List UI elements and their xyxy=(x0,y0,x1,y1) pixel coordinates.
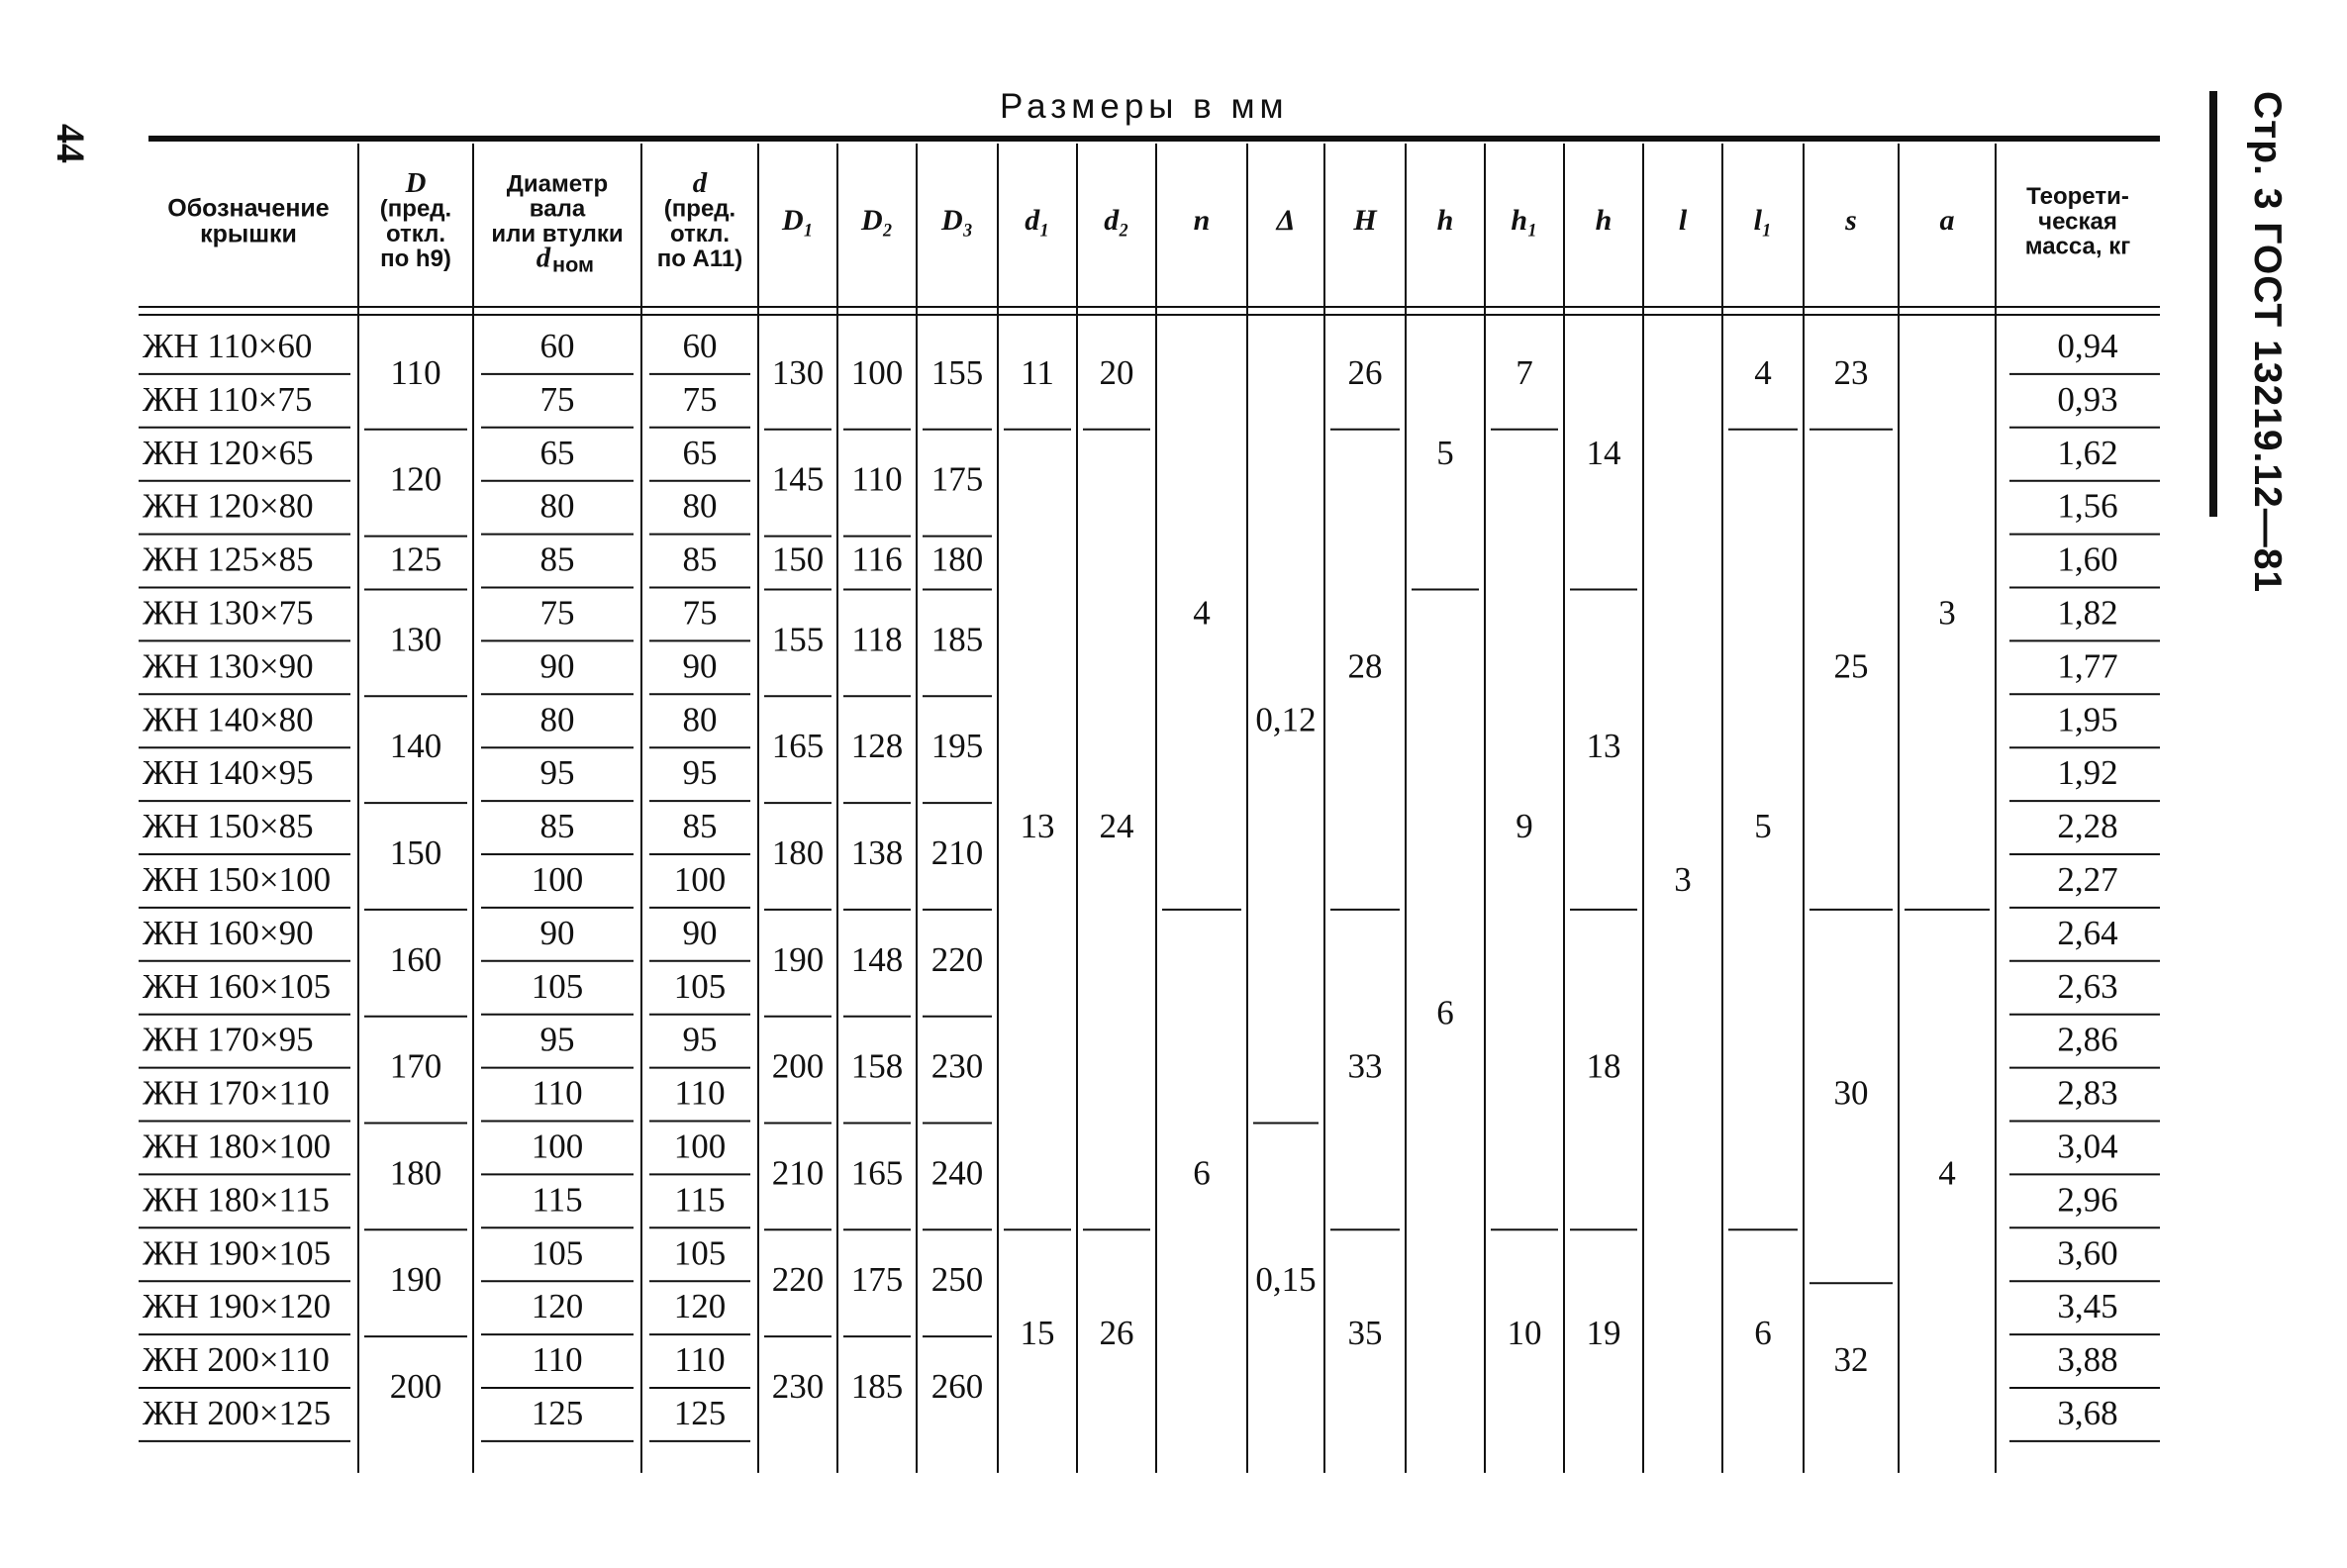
s-value: 23 xyxy=(1833,352,1869,392)
D3-value: 260 xyxy=(930,1367,984,1407)
D-value: 150 xyxy=(389,833,442,873)
table-caption: Размеры в мм xyxy=(1000,87,1289,126)
D-value: 130 xyxy=(389,620,442,659)
d-cell: 105 xyxy=(673,1233,727,1273)
header-d: откл. xyxy=(669,220,731,247)
page-number: 44 xyxy=(49,124,93,163)
shaft-diameter-cell: 60 xyxy=(539,326,575,365)
D2-value: 158 xyxy=(850,1046,904,1086)
mass-cell: 3,45 xyxy=(2057,1287,2118,1326)
mass-cell: 2,96 xyxy=(2057,1180,2118,1220)
shaft-diameter-cell: 120 xyxy=(531,1287,584,1326)
shaft-diameter-cell: 110 xyxy=(532,1340,583,1380)
header-mass: ческая xyxy=(2038,208,2117,236)
header-h: h xyxy=(1436,203,1454,237)
d1-value: 13 xyxy=(1020,807,1055,846)
shaft-diameter-cell: 80 xyxy=(539,486,575,526)
header-mass: Теорети- xyxy=(2026,183,2129,211)
d-cell: 90 xyxy=(682,913,718,952)
shaft-diameter-cell: 80 xyxy=(539,700,575,739)
D1-value: 230 xyxy=(771,1367,825,1407)
d-cell: 90 xyxy=(682,646,718,686)
H-value: 26 xyxy=(1347,352,1383,392)
D-value: 170 xyxy=(389,1046,442,1086)
shaft-diameter-cell: 90 xyxy=(539,646,575,686)
mass-cell: 3,04 xyxy=(2057,1127,2118,1166)
header-delta: Δ xyxy=(1276,203,1296,237)
D1-value: 190 xyxy=(771,939,825,979)
n-value: 4 xyxy=(1193,593,1211,633)
D3-value: 220 xyxy=(930,939,984,979)
d-cell: 80 xyxy=(682,486,718,526)
header-h_2: h xyxy=(1595,203,1613,237)
mass-cell: 2,28 xyxy=(2057,807,2118,846)
header-D: по h9) xyxy=(380,245,451,273)
designation-cell: ЖН 190×105 xyxy=(143,1233,332,1273)
designation-cell: ЖН 170×95 xyxy=(143,1020,314,1059)
mass-cell: 1,77 xyxy=(2057,646,2118,686)
mass-cell: 0,93 xyxy=(2057,379,2118,419)
shaft-diameter-cell: 105 xyxy=(531,1233,584,1273)
d1-value: 15 xyxy=(1020,1314,1055,1353)
D2-value: 175 xyxy=(850,1260,904,1300)
h_2-value: 14 xyxy=(1586,433,1621,472)
header-d: d xyxy=(692,166,708,199)
D3-value: 180 xyxy=(930,539,984,579)
D3-value: 240 xyxy=(930,1153,984,1193)
d-cell: 100 xyxy=(673,1127,727,1166)
shaft-diameter-cell: 115 xyxy=(532,1180,583,1220)
side-header: Стр. 3 ГОСТ 13219.12—81 xyxy=(2246,91,2289,594)
D1-value: 145 xyxy=(771,459,825,499)
d-cell: 110 xyxy=(674,1073,726,1113)
l1-value: 4 xyxy=(1754,352,1772,392)
header-D1: D₁ xyxy=(781,203,815,237)
D1-value: 130 xyxy=(771,352,825,392)
mass-cell: 2,27 xyxy=(2057,859,2118,899)
designation-cell: ЖН 180×115 xyxy=(143,1180,330,1220)
h_2-value: 19 xyxy=(1586,1314,1621,1353)
header-D: D xyxy=(405,166,427,199)
mass-cell: 3,60 xyxy=(2057,1233,2118,1273)
delta-value: 0,15 xyxy=(1255,1260,1317,1300)
s-value: 32 xyxy=(1833,1340,1869,1380)
H-value: 28 xyxy=(1347,646,1383,686)
h-value: 6 xyxy=(1436,993,1454,1032)
D2-value: 128 xyxy=(850,727,904,766)
d2-value: 20 xyxy=(1099,352,1134,392)
D1-value: 220 xyxy=(771,1260,825,1300)
header-D3: D₃ xyxy=(940,203,974,237)
D3-value: 195 xyxy=(930,727,984,766)
D3-value: 175 xyxy=(930,459,984,499)
a-value: 3 xyxy=(1938,593,1956,633)
shaft-diameter-cell: 85 xyxy=(539,539,575,579)
designation-cell: ЖН 200×125 xyxy=(143,1393,332,1432)
designation-cell: ЖН 150×85 xyxy=(143,807,314,846)
shaft-diameter-cell: 85 xyxy=(539,807,575,846)
designation-cell: ЖН 160×105 xyxy=(143,966,332,1006)
shaft-diameter-cell: 100 xyxy=(531,859,584,899)
designation-cell: ЖН 150×100 xyxy=(143,859,332,899)
header-H: H xyxy=(1353,203,1377,237)
header-shaft-diameter: d xyxy=(536,242,551,274)
H-value: 35 xyxy=(1347,1314,1383,1353)
shaft-diameter-cell: 95 xyxy=(539,753,575,793)
header-d: по A11) xyxy=(656,245,743,273)
D-value: 110 xyxy=(390,352,441,392)
D-value: 125 xyxy=(389,539,442,579)
d-cell: 95 xyxy=(682,753,718,793)
h1-value: 10 xyxy=(1507,1314,1542,1353)
header-h1: h₁ xyxy=(1511,203,1538,237)
header-a: a xyxy=(1939,203,1955,237)
D-value: 180 xyxy=(389,1153,442,1193)
mass-cell: 1,56 xyxy=(2057,486,2118,526)
D1-value: 165 xyxy=(771,727,825,766)
d2-value: 24 xyxy=(1099,807,1134,846)
D-value: 160 xyxy=(389,939,442,979)
mass-cell: 2,86 xyxy=(2057,1020,2118,1059)
shaft-diameter-cell: 95 xyxy=(539,1020,575,1059)
designation-cell: ЖН 130×90 xyxy=(143,646,314,686)
mass-cell: 2,64 xyxy=(2057,913,2118,952)
D1-value: 150 xyxy=(771,539,825,579)
D3-value: 185 xyxy=(930,620,984,659)
mass-cell: 2,63 xyxy=(2057,966,2118,1006)
d2-value: 26 xyxy=(1099,1314,1134,1353)
designation-cell: ЖН 125×85 xyxy=(143,539,314,579)
D2-value: 110 xyxy=(851,459,903,499)
designation-cell: ЖН 140×80 xyxy=(143,700,314,739)
d1-value: 11 xyxy=(1021,352,1054,392)
d-cell: 75 xyxy=(682,593,718,633)
s-value: 30 xyxy=(1833,1073,1869,1113)
D3-value: 210 xyxy=(930,833,984,873)
l1-value: 6 xyxy=(1754,1314,1772,1353)
header-d: (пред. xyxy=(663,195,736,223)
header-D2: D₂ xyxy=(860,203,894,237)
d-cell: 105 xyxy=(673,966,727,1006)
shaft-diameter-cell: 75 xyxy=(539,593,575,633)
designation-cell: ЖН 160×90 xyxy=(143,913,314,952)
shaft-diameter-cell: 105 xyxy=(531,966,584,1006)
s-value: 25 xyxy=(1833,646,1869,686)
D1-value: 155 xyxy=(771,620,825,659)
header-shaft-diameter: ном xyxy=(552,251,594,277)
header-d2: d₂ xyxy=(1104,203,1129,237)
designation-cell: ЖН 130×75 xyxy=(143,593,314,633)
D-value: 120 xyxy=(389,459,442,499)
H-value: 33 xyxy=(1347,1046,1383,1086)
header-shaft-diameter: вала xyxy=(529,195,586,223)
designation-cell: ЖН 180×100 xyxy=(143,1127,332,1166)
delta-value: 0,12 xyxy=(1255,700,1317,739)
a-value: 4 xyxy=(1938,1153,1956,1193)
D-value: 190 xyxy=(389,1260,442,1300)
D1-value: 180 xyxy=(771,833,825,873)
mass-cell: 2,83 xyxy=(2057,1073,2118,1113)
shaft-diameter-cell: 100 xyxy=(531,1127,584,1166)
header-shaft-diameter: или втулки xyxy=(491,220,624,247)
d-cell: 85 xyxy=(682,807,718,846)
header-shaft-diameter: Диаметр xyxy=(506,170,609,198)
d-cell: 75 xyxy=(682,379,718,419)
D-value: 200 xyxy=(389,1367,442,1407)
D1-value: 210 xyxy=(771,1153,825,1193)
D2-value: 100 xyxy=(850,352,904,392)
header-designation: крышки xyxy=(200,220,297,248)
mass-cell: 3,68 xyxy=(2057,1393,2118,1432)
h_2-value: 13 xyxy=(1586,727,1621,766)
header-D: откл. xyxy=(385,220,446,247)
d-cell: 85 xyxy=(682,539,718,579)
shaft-diameter-cell: 110 xyxy=(532,1073,583,1113)
designation-cell: ЖН 110×75 xyxy=(143,379,313,419)
header-D: (пред. xyxy=(379,195,452,223)
mass-cell: 1,82 xyxy=(2057,593,2118,633)
designation-cell: ЖН 120×80 xyxy=(143,486,314,526)
header-l: l xyxy=(1678,203,1688,237)
l-value: 3 xyxy=(1674,859,1692,899)
D2-value: 148 xyxy=(850,939,904,979)
mass-cell: 1,62 xyxy=(2057,433,2118,472)
mass-cell: 0,94 xyxy=(2057,326,2118,365)
D2-value: 116 xyxy=(851,539,903,579)
D2-value: 165 xyxy=(850,1153,904,1193)
designation-cell: ЖН 110×60 xyxy=(143,326,313,365)
D2-value: 118 xyxy=(851,620,903,659)
mass-cell: 1,95 xyxy=(2057,700,2118,739)
D-value: 140 xyxy=(389,727,442,766)
d-cell: 120 xyxy=(673,1287,727,1326)
designation-cell: ЖН 120×65 xyxy=(143,433,314,472)
D3-value: 155 xyxy=(930,352,984,392)
designation-cell: ЖН 190×120 xyxy=(143,1287,332,1326)
d-cell: 110 xyxy=(674,1340,726,1380)
h-value: 5 xyxy=(1436,433,1454,472)
D3-value: 230 xyxy=(930,1046,984,1086)
header-mass: масса, кг xyxy=(2024,233,2131,260)
D2-value: 185 xyxy=(850,1367,904,1407)
mass-cell: 3,88 xyxy=(2057,1340,2118,1380)
designation-cell: ЖН 200×110 xyxy=(143,1340,330,1380)
mass-cell: 1,60 xyxy=(2057,539,2118,579)
l1-value: 5 xyxy=(1754,807,1772,846)
header-designation: Обозначение xyxy=(167,194,330,223)
shaft-diameter-cell: 75 xyxy=(539,379,575,419)
header-d1: d₁ xyxy=(1025,203,1050,237)
n-value: 6 xyxy=(1193,1153,1211,1193)
d-cell: 65 xyxy=(682,433,718,472)
h1-value: 7 xyxy=(1516,352,1533,392)
mass-cell: 1,92 xyxy=(2057,753,2118,793)
header-n: n xyxy=(1193,203,1211,237)
d-cell: 100 xyxy=(673,859,727,899)
d-cell: 125 xyxy=(673,1393,727,1432)
shaft-diameter-cell: 65 xyxy=(539,433,575,472)
D1-value: 200 xyxy=(771,1046,825,1086)
h1-value: 9 xyxy=(1516,807,1533,846)
header-l1: l₁ xyxy=(1753,203,1773,237)
d-cell: 80 xyxy=(682,700,718,739)
D2-value: 138 xyxy=(850,833,904,873)
d-cell: 115 xyxy=(674,1180,726,1220)
shaft-diameter-cell: 90 xyxy=(539,913,575,952)
d-cell: 60 xyxy=(682,326,718,365)
d-cell: 95 xyxy=(682,1020,718,1059)
designation-cell: ЖН 140×95 xyxy=(143,753,314,793)
shaft-diameter-cell: 125 xyxy=(531,1393,584,1432)
D3-value: 250 xyxy=(930,1260,984,1300)
h_2-value: 18 xyxy=(1586,1046,1621,1086)
designation-cell: ЖН 170×110 xyxy=(143,1073,330,1113)
header-s: s xyxy=(1845,203,1857,237)
